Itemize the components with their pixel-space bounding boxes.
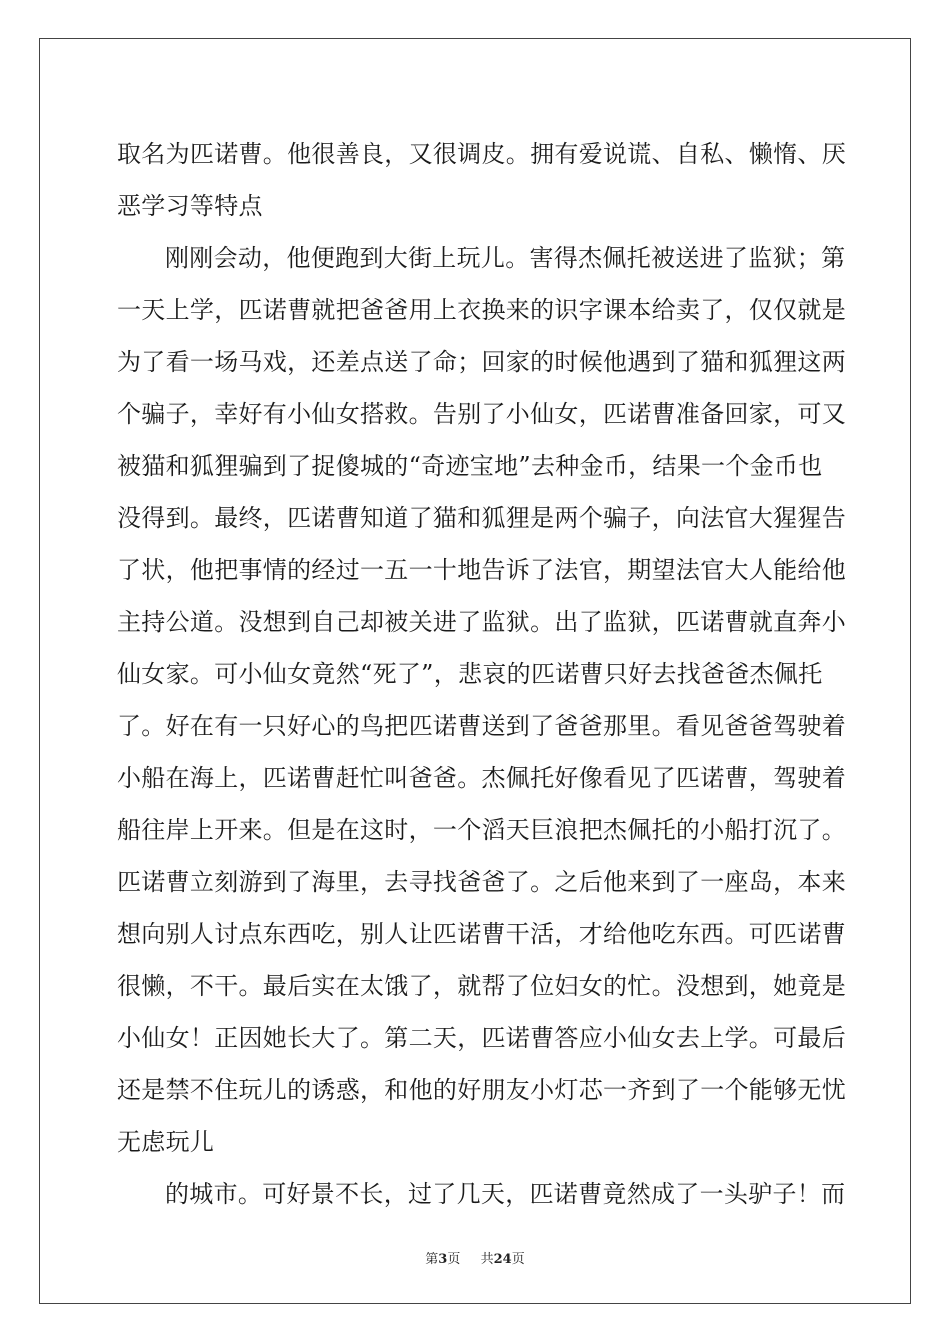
total-pages-label: 共24页 [480,1252,525,1267]
text-line: 很懒，不干。最后实在太饿了，就帮了位妇女的忙。没想到，她竟是 [117,972,846,1000]
text-line: 取名为匹诺曹。他很善良，又很调皮。拥有爱说谎、自私、懒惰、厌 [117,140,846,168]
text-line: 刚刚会动，他便跑到大街上玩儿。害得杰佩托被送进了监狱；第 [165,244,846,272]
text-line: 仙女家。可小仙女竟然“死了”，悲哀的匹诺曹只好去找爸爸杰佩托 [117,660,823,688]
text-line: 还是禁不住玩儿的诱惑，和他的好朋友小灯芯一齐到了一个能够无忧 [117,1076,846,1104]
text-line: 小仙女！正因她长大了。第二天，匹诺曹答应小仙女去上学。可最后 [117,1024,846,1052]
text-line: 没得到。最终，匹诺曹知道了猫和狐狸是两个骗子，向法官大猩猩告 [117,504,846,532]
page-number-label: 第3页 [425,1252,461,1267]
document-body [117,128,846,1220]
text-line: 了状，他把事情的经过一五一十地告诉了法官，期望法官大人能给他 [117,556,846,584]
text-line: 的城市。可好景不长，过了几天，匹诺曹竟然成了一头驴子！而 [165,1180,846,1208]
text-line: 为了看一场马戏，还差点送了命；回家的时候他遇到了猫和狐狸这两 [117,348,846,376]
current-page: 3 [438,1252,448,1267]
text-line: 一天上学，匹诺曹就把爸爸用上衣换来的识字课本给卖了，仅仅就是 [117,296,846,324]
text-line: 无虑玩儿 [117,1128,215,1156]
text-line: 想向别人讨点东西吃，别人让匹诺曹干活，才给他吃东西。可匹诺曹 [117,920,846,948]
text-line: 小船在海上，匹诺曹赶忙叫爸爸。杰佩托好像看见了匹诺曹，驾驶着 [117,764,846,792]
text-line: 被猫和狐狸骗到了捉傻城的“奇迹宝地”去种金币，结果一个金币也 [117,452,823,480]
text-line: 船往岸上开来。但是在这时，一个滔天巨浪把杰佩托的小船打沉了。 [117,816,846,844]
text-line: 恶学习等特点 [117,192,263,220]
text-line: 匹诺曹立刻游到了海里，去寻找爸爸了。之后他来到了一座岛，本来 [117,868,846,896]
text-line: 个骗子，幸好有小仙女搭救。告别了小仙女，匹诺曹准备回家，可又 [117,400,846,428]
page-footer [0,1248,950,1267]
text-line: 了。好在有一只好心的鸟把匹诺曹送到了爸爸那里。看见爸爸驾驶着 [117,712,846,740]
total-pages: 24 [493,1252,512,1267]
text-line: 主持公道。没想到自己却被关进了监狱。出了监狱，匹诺曹就直奔小 [117,608,846,636]
